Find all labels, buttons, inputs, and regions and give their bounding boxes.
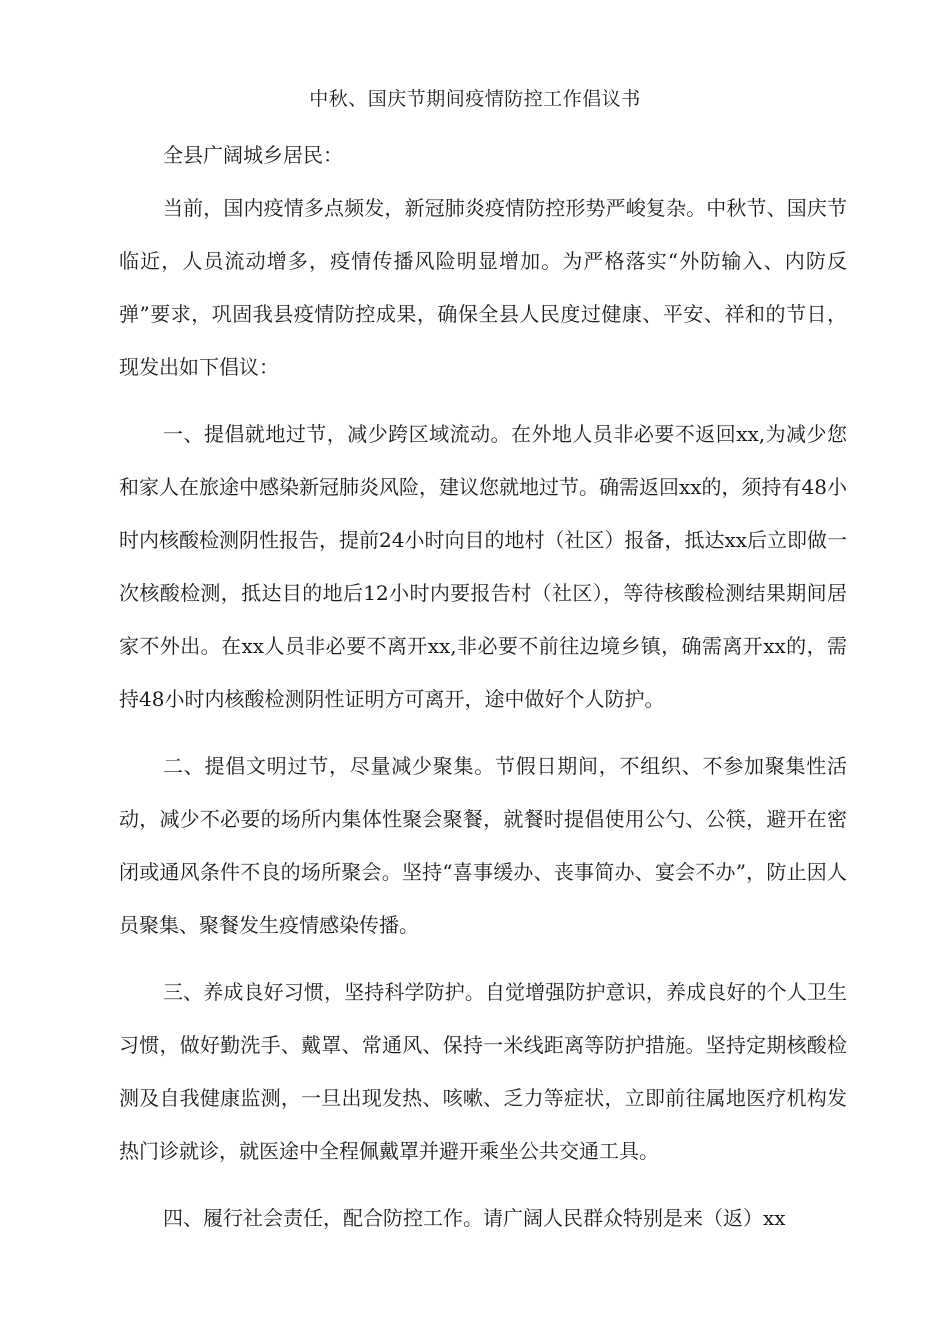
salutation: 全县广阔城乡居民： [163,143,343,167]
paragraph-item-4: 四、履行社会责任，配合防控工作。请广阔人民群众特别是来（返）xx [163,1206,786,1230]
document-body [119,129,847,1245]
paragraph-item-1: 一、提倡就地过节，减少跨区域流动。在外地人员非必要不返回xx,为减少您和家人在旅途中感染新冠肺炎风险，建议您就地过节。确需返回xx的，须持有48小时内核酸检测阴性报告，提前24小时向目的地村（社区）报备，抵达xx后立即做一次核酸检测，抵达目的地后12小时内要报告村（社区），等待核酸检测结果期间居家不外出。在xx人员非必要不离开xx,非必要不前往边境乡镇，确需离开xx的，需持48小时内核酸检测阴性证明方可离开，途中做好个人防护。 [119,422,848,711]
document-title: 中秋、国庆节期间疫情防控工作倡议书 [309,88,641,110]
paragraph-item-3: 三、养成良好习惯，坚持科学防护。自觉增强防护意识，养成良好的个人卫生习惯，做好勤洗手、戴罩、常通风、保持一米线距离等防护措施。坚持定期核酸检测及自我健康监测，一旦出现发热、咳嗽、乏力等症状，立即前往属地医疗机构发热门诊就诊，就医途中全程佩戴罩并避开乘坐公共交通工具。 [119,980,847,1163]
paragraph-item-2: 二、提倡文明过节，尽量减少聚集。节假日期间，不组织、不参加聚集性活动，减少不必要的场所内集体性聚会聚餐，就餐时提倡使用公勺、公筷，避开在密闭或通风条件不良的场所聚会。坚持“喜事缓办、丧事简办、宴会不办”，防止因人员聚集、聚餐发生疫情感染传播。 [119,754,847,937]
paragraph-intro: 当前，国内疫情多点频发，新冠肺炎疫情防控形势严峻复杂。中秋节、国庆节临近，人员流动增多，疫情传播风险明显增加。为严格落实“外防输入、内防反弹”要求，巩固我县疫情防控成果，确保全县人民度过健康、平安、祥和的节日，现发出如下倡议： [119,196,847,379]
